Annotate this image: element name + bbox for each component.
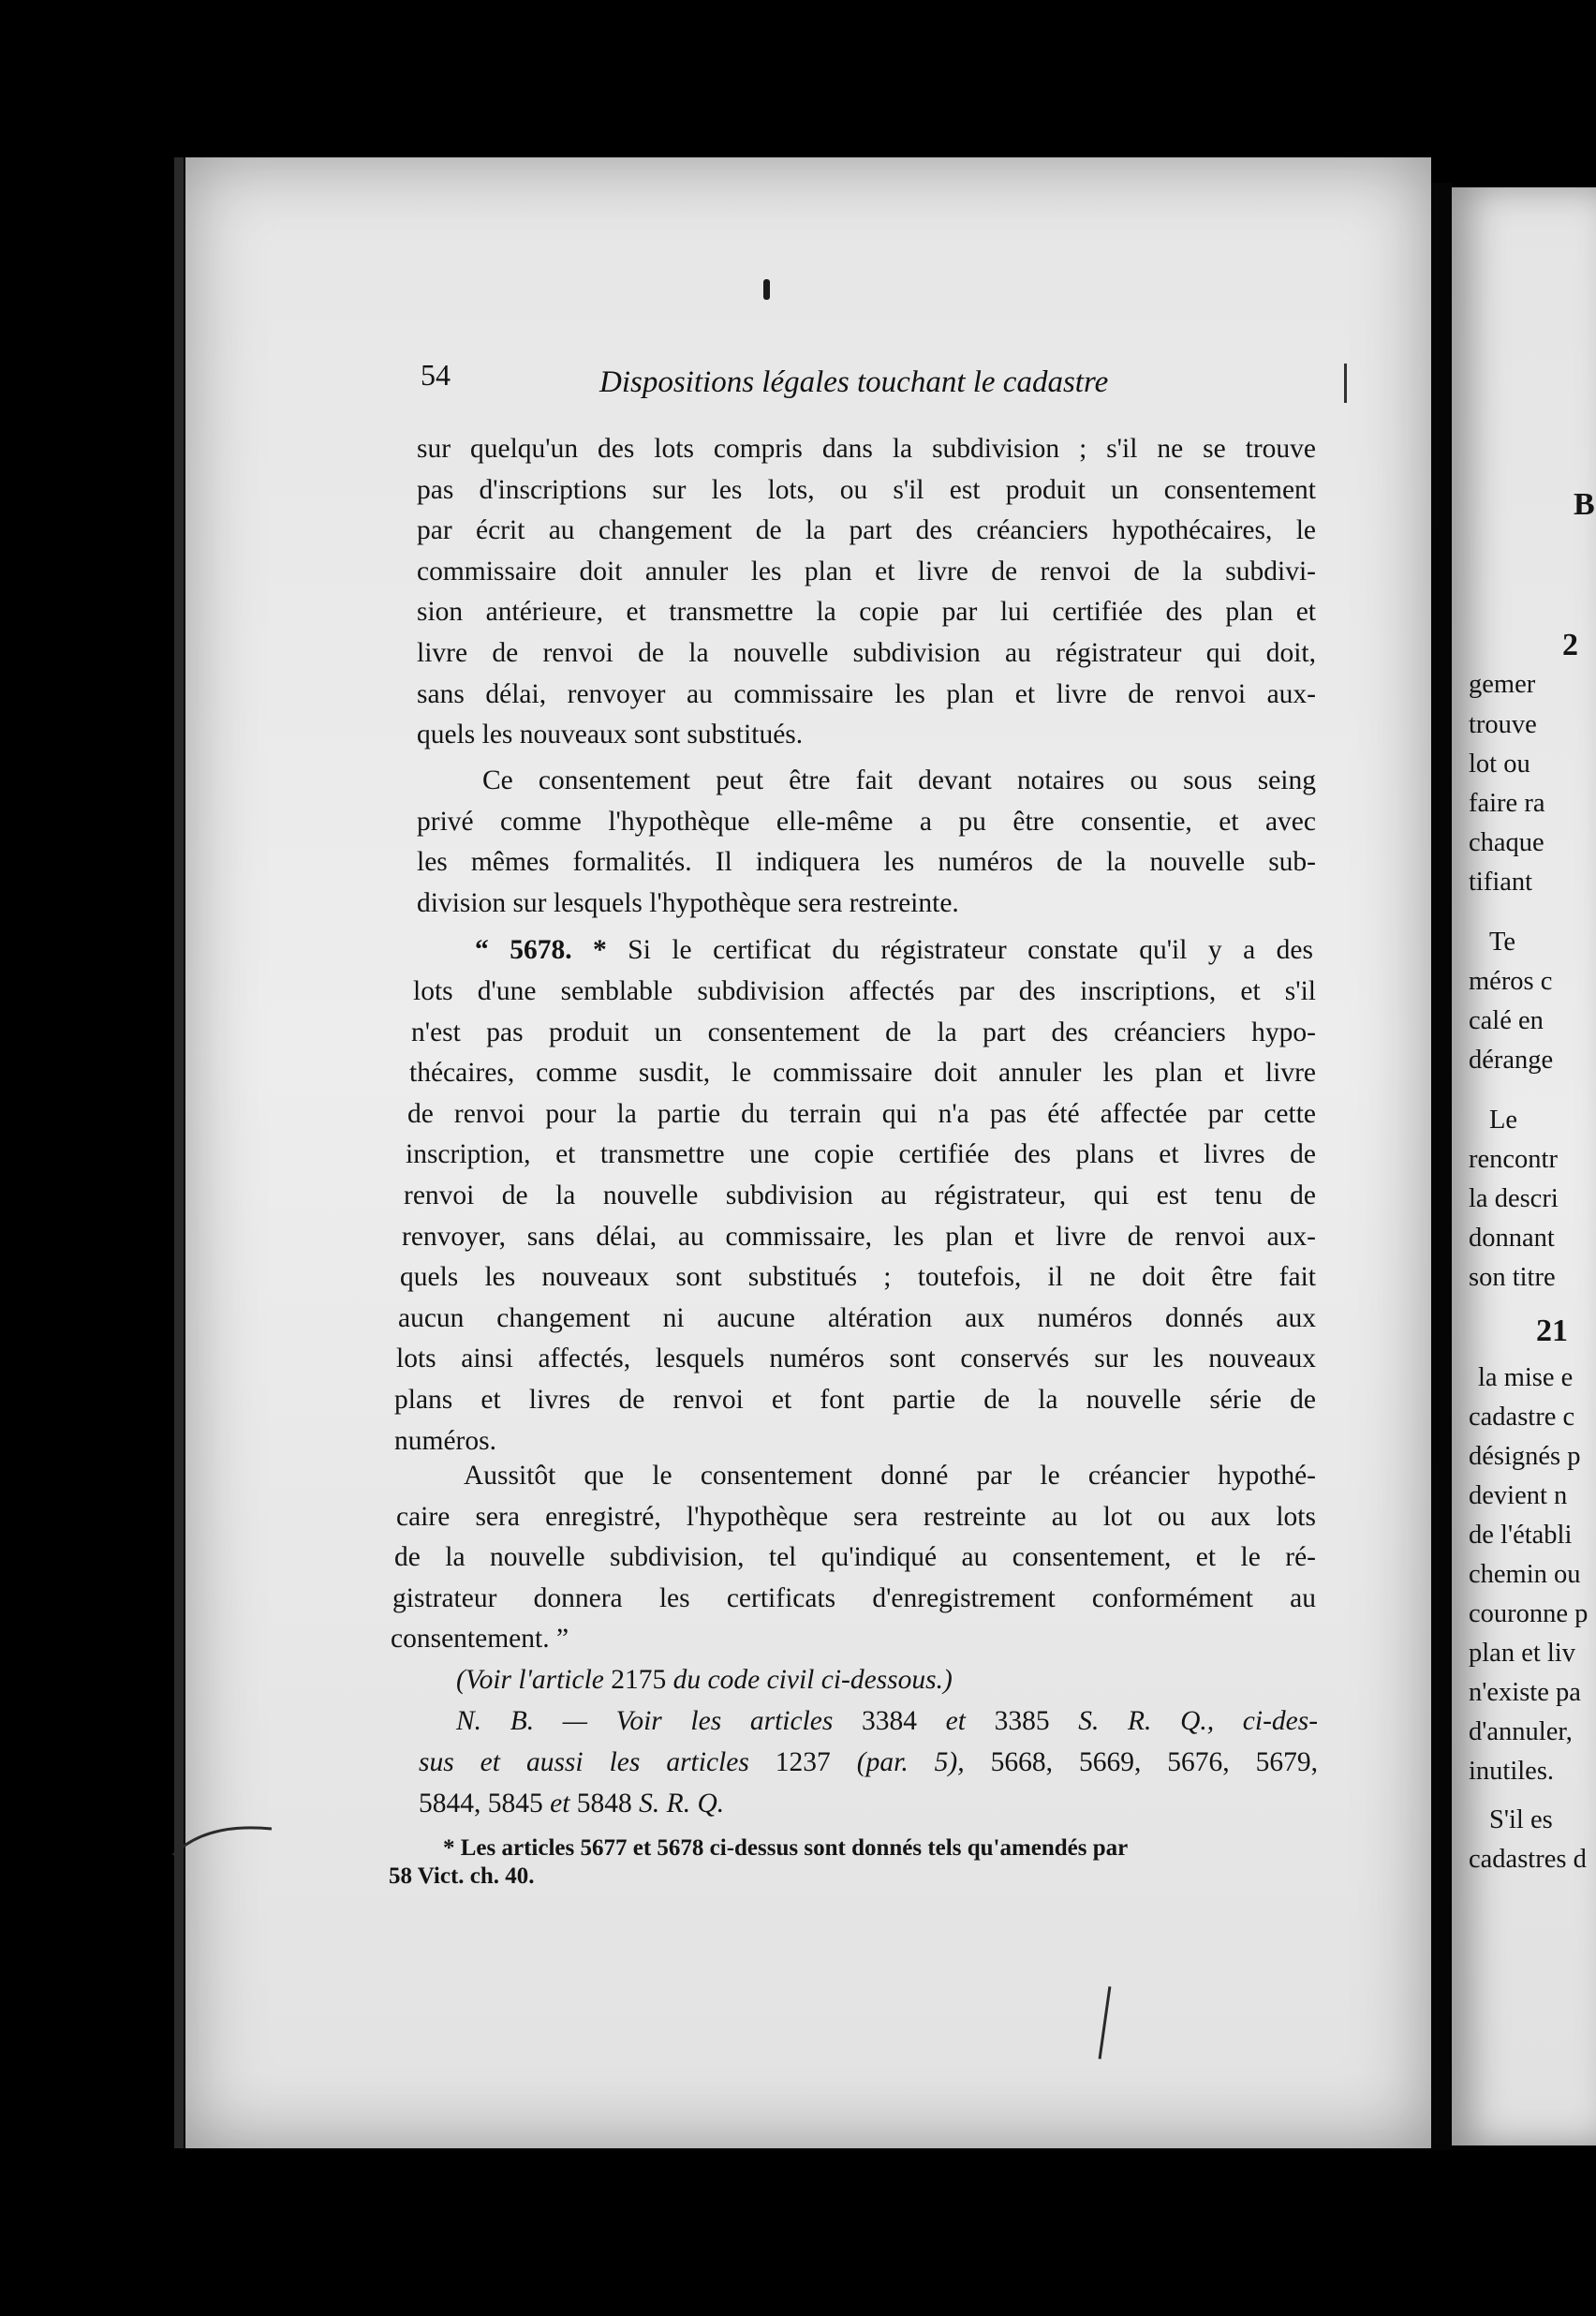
right-page-line: S'il es: [1489, 1805, 1553, 1834]
text-line: gistrateur donnera les certificats d'enregistrement conformément au: [392, 1582, 1316, 1613]
text-line: Aussitôt que le consentement donné par le créancier hypothé-: [464, 1461, 1316, 1491]
right-page-line: cadastres d: [1469, 1845, 1587, 1874]
right-page-line: B: [1574, 487, 1595, 522]
text-line: sur quelqu'un des lots compris dans la subdivision ; s'il ne se trouve: [417, 434, 1316, 464]
text-line: renvoi de la nouvelle subdivision au régistrateur, qui est tenu de: [404, 1180, 1316, 1210]
text-line: renvoyer, sans délai, au commissaire, les plan et livre de renvoi aux-: [402, 1221, 1316, 1252]
right-page-line: d'annuler,: [1469, 1717, 1573, 1746]
text-line: sans délai, renvoyer au commissaire les plan et livre de renvoi aux-: [417, 678, 1316, 709]
text-line: caire sera enregistré, l'hypothèque sera restreinte au lot ou aux lots: [396, 1501, 1316, 1532]
right-page-line: n'existe pa: [1469, 1678, 1581, 1707]
right-page-line: rencontr: [1469, 1145, 1558, 1174]
right-page-line: cadastre c: [1469, 1403, 1575, 1432]
right-page-line: chemin ou: [1469, 1560, 1581, 1589]
nb2-par: (par. 5),: [856, 1747, 965, 1777]
right-page-line: méros c: [1469, 967, 1553, 996]
text-line: lots ainsi affectés, lesquels numéros sont conservés sur les nouveaux: [396, 1344, 1316, 1374]
nb-line-1: [456, 1706, 1318, 1737]
ref-article-number: 2175: [611, 1665, 667, 1695]
article-first-line-text: Si le certificat du régistrateur constate qu'il y a des: [628, 935, 1314, 965]
text-line: commissaire doit annuler les plan et livre de renvoi de la subdivi-: [417, 556, 1316, 586]
right-page-line: chaque: [1469, 828, 1544, 857]
text-line: Ce consentement peut être fait devant notaires ou sous seing: [482, 765, 1316, 795]
right-page-line: faire ra: [1469, 789, 1545, 818]
nb3-et: et: [550, 1789, 570, 1819]
page-number: 54: [421, 358, 451, 392]
nb-number-a: 3384: [862, 1706, 917, 1736]
text-line: les mêmes formalités. Il indiquera les numéros de la nouvelle sub-: [417, 847, 1316, 878]
footnote-line-1: * Les articles 5677 et 5678 ci-dessus sont donnés tels qu'amendés par: [443, 1835, 1129, 1861]
right-page-line: Le: [1489, 1106, 1518, 1135]
right-page-line: Te: [1489, 928, 1516, 957]
ref-text-c: du code civil ci-dessous.): [672, 1665, 953, 1695]
text-line: consentement. ”: [391, 1624, 569, 1655]
right-page-line: lot ou: [1469, 750, 1530, 779]
right-page-line: la mise e: [1478, 1363, 1574, 1392]
text-line: quels les nouveaux sont substitués ; toutefois, il ne doit être fait: [400, 1262, 1316, 1293]
nb2-text-a: sus et aussi les articles: [419, 1747, 749, 1777]
ink-mark: [763, 279, 770, 300]
right-page-line: 21: [1536, 1314, 1568, 1348]
text-line: lots d'une semblable subdivision affectés par des inscriptions, et s'il: [413, 976, 1316, 1006]
right-page: [1452, 187, 1596, 2145]
nb2-numbers: 5668, 5669, 5676, 5679,: [990, 1747, 1319, 1777]
right-page-line: dérange: [1469, 1046, 1554, 1075]
text-line: numéros.: [394, 1425, 496, 1456]
text-line: plans et livres de renvoi et font partie de la nouvelle série de: [394, 1385, 1316, 1415]
nb-text-e: S. R. Q., ci-des-: [1078, 1706, 1319, 1736]
running-title: Dispositions légales touchant le cadastre: [599, 365, 1109, 399]
right-page-line: son titre: [1469, 1263, 1556, 1292]
right-page-line: inutiles.: [1469, 1757, 1555, 1786]
text-line: n'est pas produit un consentement de la part des créanciers hypo-: [411, 1017, 1316, 1047]
text-line: thécaires, comme susdit, le commissaire doit annuler les plan et livre: [409, 1058, 1316, 1089]
nb-number-b: 3385: [994, 1706, 1050, 1736]
nb-et-a: et: [945, 1706, 966, 1736]
footnote-line-2: 58 Vict. ch. 40.: [389, 1863, 535, 1889]
right-page-line: 2: [1562, 628, 1578, 662]
right-page-line: devient n: [1469, 1481, 1568, 1510]
article-number: “ 5678. *: [475, 935, 607, 965]
nb-text-a: N. B. — Voir les articles: [456, 1706, 834, 1736]
text-line: quels les nouveaux sont substitués.: [417, 720, 804, 750]
ref-text-a: (Voir l'article: [456, 1665, 604, 1695]
article-first-line: [475, 935, 1313, 966]
nb3-number: 5848: [576, 1789, 632, 1819]
right-page-line: donnant: [1469, 1224, 1555, 1253]
margin-curve: [169, 1818, 281, 1864]
right-page-line: gemer: [1469, 670, 1536, 699]
right-page-line: de l'établi: [1469, 1521, 1573, 1550]
margin-stroke: [1344, 364, 1347, 403]
text-line: inscription, et transmettre une copie certifiée des plans et livres de: [406, 1139, 1316, 1170]
nb3-src: S. R. Q.: [639, 1789, 725, 1819]
right-page-line: tifiant: [1469, 868, 1533, 897]
text-line: livre de renvoi de la nouvelle subdivision au régistrateur qui doit,: [417, 638, 1316, 668]
right-page-line: trouve: [1469, 710, 1537, 739]
right-page-line: la descri: [1469, 1184, 1559, 1213]
right-page-line: plan et liv: [1469, 1639, 1575, 1668]
book-gutter: [1431, 183, 1452, 2150]
text-line: privé comme l'hypothèque elle-même a pu être consentie, et avec: [417, 806, 1316, 837]
nb-line-2: [419, 1747, 1318, 1778]
nb-line-3: [419, 1789, 724, 1819]
text-line: aucun changement ni aucune altération aux numéros donnés aux: [398, 1302, 1316, 1333]
text-line: de renvoi pour la partie du terrain qui n'a pas été affectée par cette: [407, 1098, 1316, 1129]
text-line: pas d'inscriptions sur les lots, ou s'il est produit un consentement: [417, 474, 1316, 505]
nb3-numbers: 5844, 5845: [419, 1789, 543, 1819]
text-line: par écrit au changement de la part des créanciers hypothécaires, le: [417, 515, 1316, 546]
text-line: de la nouvelle subdivision, tel qu'indiqué au consentement, et le ré-: [394, 1542, 1316, 1573]
nb2-number: 1237: [775, 1747, 831, 1777]
reference-line: [456, 1665, 953, 1696]
text-line: division sur lesquels l'hypothèque sera restreinte.: [417, 887, 959, 918]
text-line: sion antérieure, et transmettre la copie par lui certifiée des plan et: [417, 597, 1316, 628]
right-page-line: désignés p: [1469, 1442, 1581, 1471]
right-page-line: couronne p: [1469, 1599, 1589, 1628]
right-page-line: calé en: [1469, 1006, 1544, 1035]
